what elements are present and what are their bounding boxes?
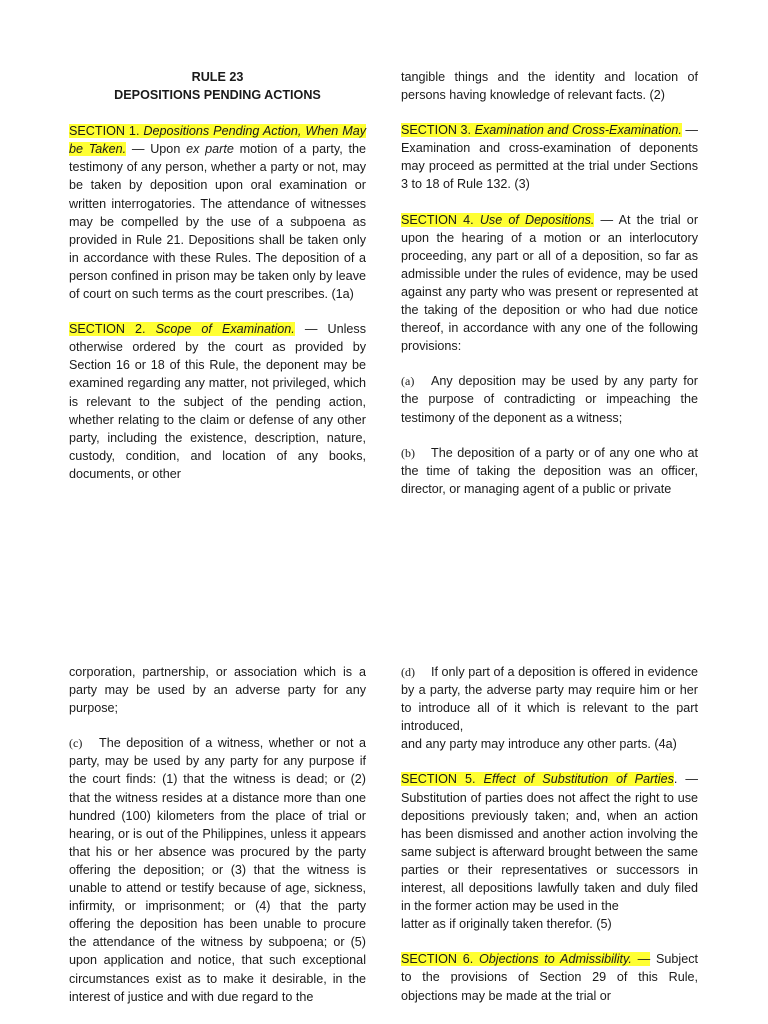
section-6 <box>401 950 698 1004</box>
provision-d-tail: and any party may introduce any other parts. (4a) <box>401 737 677 752</box>
section-4 <box>401 211 698 356</box>
provision-b-text: The deposition of a party or of any one who at the time of taking the deposition was an officer, director, or managing agent of a public or private <box>401 445 698 496</box>
section-5-tail: latter as if originally taken therefor. (5) <box>401 917 612 932</box>
section-6-body: Subject to the provisions of Section 29 of this Rule, objections may be made at the trial or <box>401 952 699 1003</box>
section-5-body: . — Substitution of parties does not affect the right to use depositions previously taken; and, when an action has been dismissed and another action involving the same subject is afterward brought between the same parties or their representatives or successors in interest, all depositions lawfully taken and duly filed in the former action may be used in the <box>401 772 698 914</box>
provision-a <box>401 372 698 426</box>
provision-c <box>69 734 366 1005</box>
section-6-heading: Objections to Admissibility. <box>479 952 632 967</box>
provision-b-continued: corporation, partnership, or association which is a party may be used by an adverse party for any purpose; <box>69 665 366 716</box>
provision-d <box>401 663 698 735</box>
section-3-heading: Examination and Cross-Examination. <box>474 123 682 138</box>
section-2-label: SECTION 2. <box>69 322 146 337</box>
section-1-pre: — Upon <box>126 142 187 157</box>
section-6-highlight <box>401 952 650 966</box>
section-1 <box>69 122 366 303</box>
section-5-heading: Effect of Substitution of Parties <box>483 772 674 787</box>
section-2-highlight <box>69 322 295 336</box>
section-3-label: SECTION 3. <box>401 123 472 138</box>
section-1-heading: Depositions Pending Action, When May be Taken. <box>69 124 367 157</box>
provision-a-text: Any deposition may be used by any party for the purpose of contradicting or impeaching the testimony of the deponent as a witness; <box>401 374 698 425</box>
section-5 <box>401 770 698 915</box>
section-6-label: SECTION 6. <box>401 952 474 967</box>
section-4-heading: Use of Depositions. <box>479 212 595 227</box>
section-5-highlight <box>401 772 674 786</box>
column-top-right <box>401 68 698 515</box>
provision-d-text: If only part of a deposition is offered in evidence by a party, the adverse party may require him or her to introduce all of it which is relevant to the part introduced, <box>401 665 698 734</box>
column-bottom-right <box>401 663 698 1022</box>
section-3-highlight <box>401 123 682 137</box>
section-4-label: SECTION 4. <box>401 212 474 227</box>
section-5-label: SECTION 5. <box>401 772 476 787</box>
section-6-dash: — <box>631 952 651 967</box>
provision-a-marker: (a) <box>401 374 415 389</box>
provision-b-marker: (b) <box>401 445 415 460</box>
section-2 <box>69 320 366 483</box>
section-4-body: — At the trial or upon the hearing of a motion or an interlocutory proceeding, any part or all of a deposition, so far as admissible under the rules of evidence, may be used against any party who was present or represented at the taking of the deposition or who had due notice thereof, in accordance with any one of the following provisions: <box>401 212 699 354</box>
section-1-ex-parte: ex parte <box>186 142 234 157</box>
provision-c-marker: (c) <box>69 736 83 751</box>
section-3-body: — Examination and cross-examination of deponents may proceed as permitted at the trial under Sections 3 to 18 of Rule 132. (3) <box>401 123 699 192</box>
rule-title: DEPOSITIONS PENDING ACTIONS <box>114 88 321 103</box>
section-1-label: SECTION 1. <box>69 124 140 139</box>
section-2-heading: Scope of Examination. <box>155 322 295 337</box>
section-2-body: — Unless otherwise ordered by the court as provided by Section 16 or 18 of this Rule, the deponent may be examined regarding any matter, not privileged, which is relevant to the subject of the pending action, whether relating to the claim or defense of any other party, including the existence, description, nature, custody, condition, and location of any books, documents, or other <box>69 322 367 481</box>
provision-c-text: The deposition of a witness, whether or not a party, may be used by any party for any purpose if the court finds: (1) that the witness is dead; or (2) that the witness resides at a distance more than one hundred (100) kilometers from the place of trial or hearing, or is out of the Philippines, unless it appears that his or her absence was procured by the party offering the deposition; or (3) that the witness is unable to attend or testify because of age, sickness, infirmity, or imprisonment; or (4) that the party offering the deposition has been unable to procure the attendance of the witness by subpoena; or (5) upon application and notice, that such exceptional circumstances exist as to make it desirable, in the interest of justice and with due regard to the <box>69 736 366 1004</box>
section-3 <box>401 121 698 193</box>
provision-d-marker: (d) <box>401 665 415 679</box>
section-4-highlight <box>401 213 594 227</box>
column-top-left <box>69 68 366 500</box>
column-bottom-left <box>69 663 366 1023</box>
section-2-continued: tangible things and the identity and location of persons having knowledge of relevant facts. (2) <box>401 70 698 103</box>
provision-b <box>401 444 698 498</box>
section-1-body: motion of a party, the testimony of any person, whether a party or not, may be taken by deposition upon oral examination or written interrogatories. The attendance of witnesses may be compelled by the use of a subpoena as provided in Rule 21. Depositions shall be taken only in accordance with these Rules. The deposition of a person confined in prison may be taken only by leave of court on such terms as the court prescribes. (1a) <box>69 142 366 302</box>
rule-number: RULE 23 <box>191 70 244 84</box>
